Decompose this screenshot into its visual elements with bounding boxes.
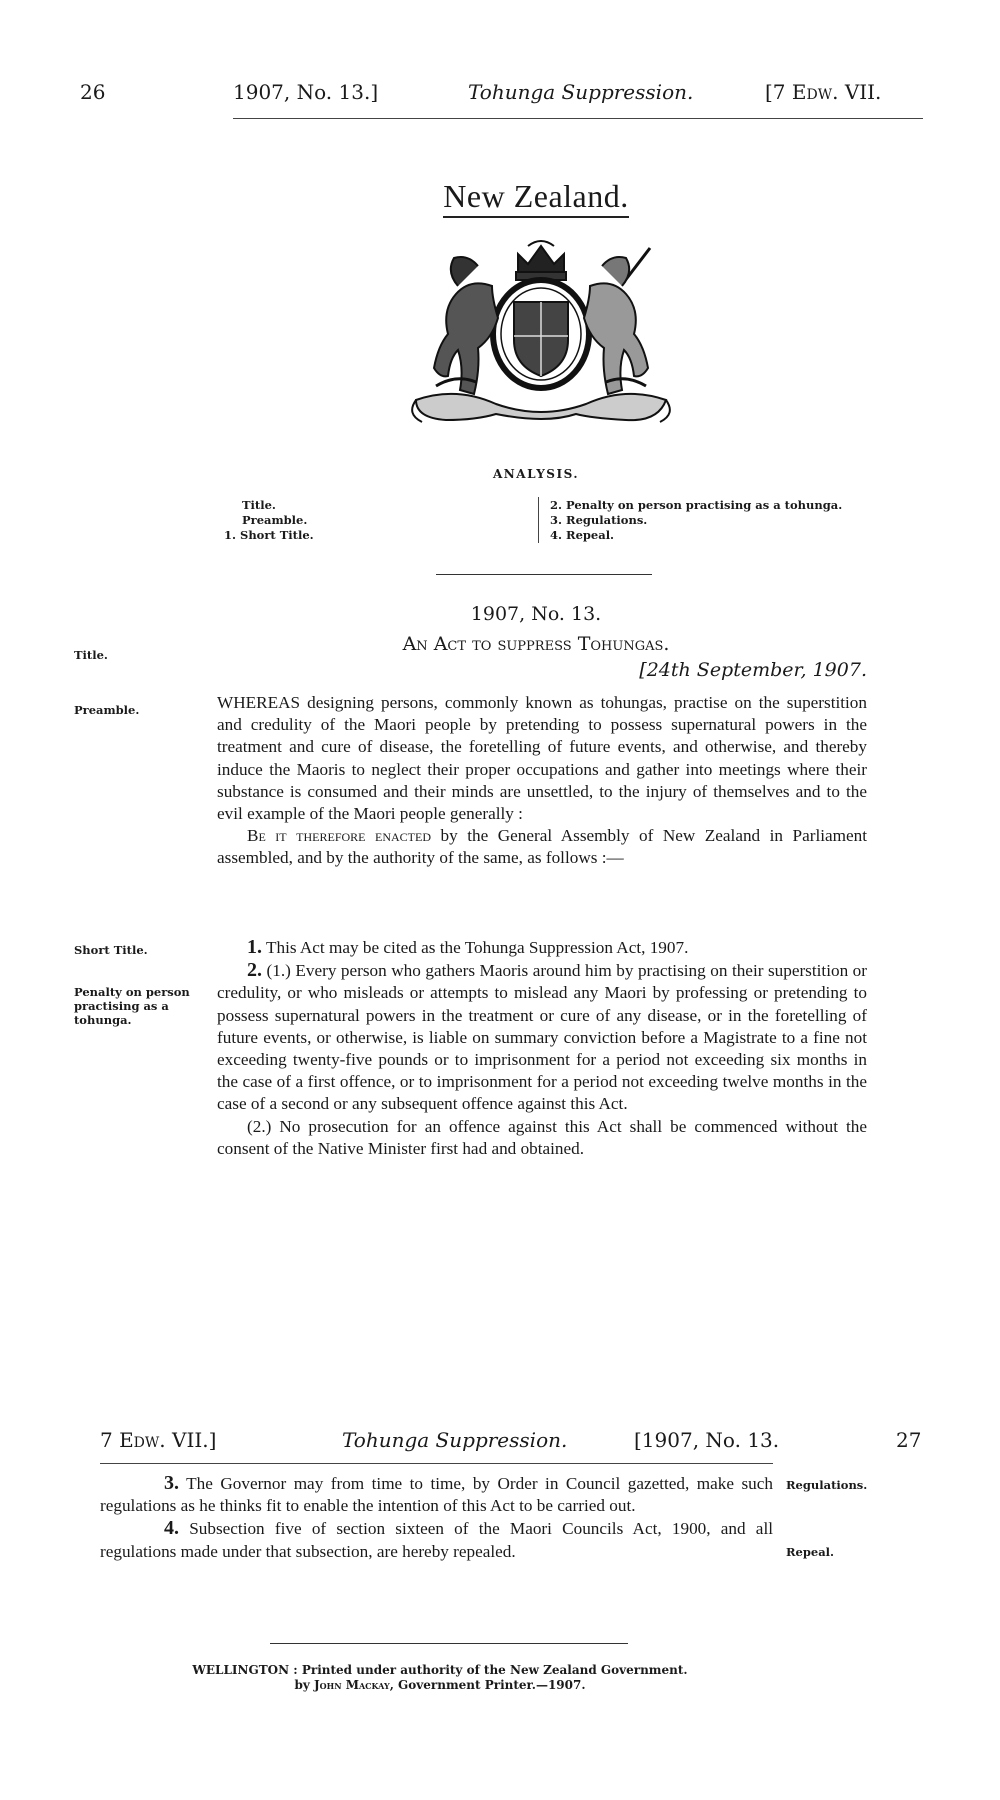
page-heading: New Zealand. xyxy=(0,178,1000,215)
imprint-line-2: by John Mackay, Government Printer.—1907. xyxy=(294,1678,586,1692)
act-date: [24th September, 1907. xyxy=(639,659,867,681)
enacting-clause: Be it therefore enacted by the General Assembly of New Zealand in Parliament assembled, and by the authority of the same, as follows :— xyxy=(217,826,868,868)
section-4: 4. Subsection five of section sixteen of the Maori Councils Act, 1900, and all regulations made under that subsection, are hereby repealed. xyxy=(100,1517,773,1561)
sections-page2-block xyxy=(100,1472,773,1563)
margin-note-penalty: Penalty on person practising as a tohunga. xyxy=(74,985,190,1027)
analysis-item: 2. Penalty on person practising as a tohunga. xyxy=(550,498,843,512)
analysis-item: 1. Short Title. xyxy=(224,528,314,542)
imprint-line-1: WELLINGTON : Printed under authority of the New Zealand Government. xyxy=(192,1663,688,1677)
page2-header-running-title: Tohunga Suppression. xyxy=(342,1428,568,1452)
preamble-whereas: WHEREAS designing persons, commonly known as tohungas, practise on the superstition and credulity of the Maori people by pretending to possess supernatural powers in the treatment and cure of disease, the foretelling of future events, and otherwise, and thereby induce the Maoris to neglect their proper occupations and gather into meetings where their substance is consumed and their minds are unsettled, to the injury of themselves and to the evil example of the Maori people generally : xyxy=(217,693,867,824)
section-1: 1. This Act may be cited as the Tohunga Suppression Act, 1907. xyxy=(247,936,689,958)
margin-note-preamble: Preamble. xyxy=(74,703,140,717)
sections-block xyxy=(217,936,867,1160)
margin-note-repeal: Repeal. xyxy=(786,1545,835,1559)
header-regnal: [7 Edw. VII. xyxy=(765,80,882,104)
margin-note-title: Title. xyxy=(74,648,108,662)
page2-header-act-ref: [1907, No. 13. xyxy=(634,1428,780,1452)
margin-note-regulations: Regulations. xyxy=(786,1478,868,1492)
coat-of-arms-emblem xyxy=(396,236,686,436)
analysis-item: Title. xyxy=(242,498,276,512)
preamble-block xyxy=(217,692,867,870)
header-rule xyxy=(233,118,923,119)
page2-header-regnal: 7 Edw. VII.] xyxy=(100,1428,217,1452)
analysis-item: 3. Regulations. xyxy=(550,513,648,527)
section-2-1: 2. (1.) Every person who gathers Maoris around him by practising on their superstition or credulity, or who misleads or attempts to mislead any Maori by professing or pretending to possess supernatural powers in the treatment or cure of any disease, or in the foretelling of future events, or otherwise, is liable on summary conviction before a Magistrate to a fine not exceeding twenty-five pounds or to imprisonment for a period not exceeding six months in the case of a first offence, or to imprisonment for a period not exceeding twelve months in the case of a second or any subsequent offence against this Act. xyxy=(217,959,867,1114)
analysis-item: 4. Repeal. xyxy=(550,528,615,542)
footer-rule xyxy=(270,1643,628,1644)
analysis-item: Preamble. xyxy=(242,513,308,527)
act-number: 1907, No. 13. xyxy=(470,603,602,625)
separator-rule xyxy=(436,574,652,575)
section-3: 3. The Governor may from time to time, by Order in Council gazetted, make such regulations as he thinks fit to enable the intention of this Act to be carried out. xyxy=(100,1472,773,1516)
act-title: An Act to suppress Tohungas. xyxy=(402,633,670,655)
margin-note-short-title: Short Title. xyxy=(74,943,148,957)
header-running-title: Tohunga Suppression. xyxy=(468,80,694,104)
header-act-ref: 1907, No. 13.] xyxy=(233,80,379,104)
page-number: 26 xyxy=(80,80,106,104)
page2-header-rule xyxy=(100,1463,773,1464)
analysis-label: ANALYSIS. xyxy=(492,467,580,481)
page2-page-number: 27 xyxy=(896,1428,922,1452)
section-2-2: (2.) No prosecution for an offence against this Act shall be commenced without the consent of the Native Minister first had and obtained. xyxy=(217,1116,867,1158)
analysis-divider xyxy=(538,497,539,543)
